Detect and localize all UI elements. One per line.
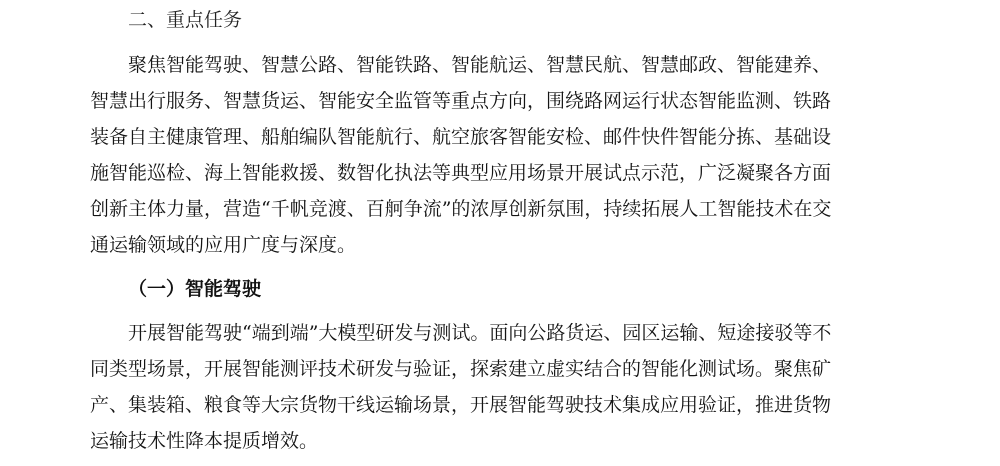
subsection-paragraph xyxy=(0,315,1000,459)
paragraph-line: 运输技术性降本提质增效。 xyxy=(90,430,319,452)
subsection-heading: （一）智能驾驶 xyxy=(128,278,262,300)
paragraph-line: 聚焦智能驾驶、智慧公路、智能铁路、智能航运、智慧民航、智慧邮政、智能建养、 xyxy=(128,54,832,76)
paragraph-line: 施智能巡检、海上智能救援、数智化执法等典型应用场景开展试点示范，广泛凝聚各方面 xyxy=(90,162,832,184)
paragraph-line: 创新主体力量，营造“千帆竞渡、百舸争流”的浓厚创新氛围，持续拓展人工智能技术在交 xyxy=(90,198,832,220)
intro-paragraph xyxy=(0,47,1000,263)
paragraph-line: 智慧出行服务、智慧货运、智能安全监管等重点方向，围绕路网运行状态智能监测、铁路 xyxy=(90,90,832,112)
paragraph-line: 装备自主健康管理、船舶编队智能航行、航空旅客智能安检、邮件快件智能分拣、基础设 xyxy=(90,126,832,148)
paragraph-line: 同类型场景，开展智能测评技术研发与验证，探索建立虚实结合的智能化测试场。聚焦矿 xyxy=(90,358,832,380)
paragraph-line: 产、集装箱、粮食等大宗货物干线运输场景，开展智能驾驶技术集成应用验证，推进货物 xyxy=(90,394,832,416)
section-heading: 二、重点任务 xyxy=(128,9,243,31)
paragraph-line: 通运输领域的应用广度与深度。 xyxy=(90,234,357,256)
document-body xyxy=(0,2,1000,459)
paragraph-line: 开展智能驾驶“端到端”大模型研发与测试。面向公路货运、园区运输、短途接驳等不 xyxy=(128,322,832,344)
